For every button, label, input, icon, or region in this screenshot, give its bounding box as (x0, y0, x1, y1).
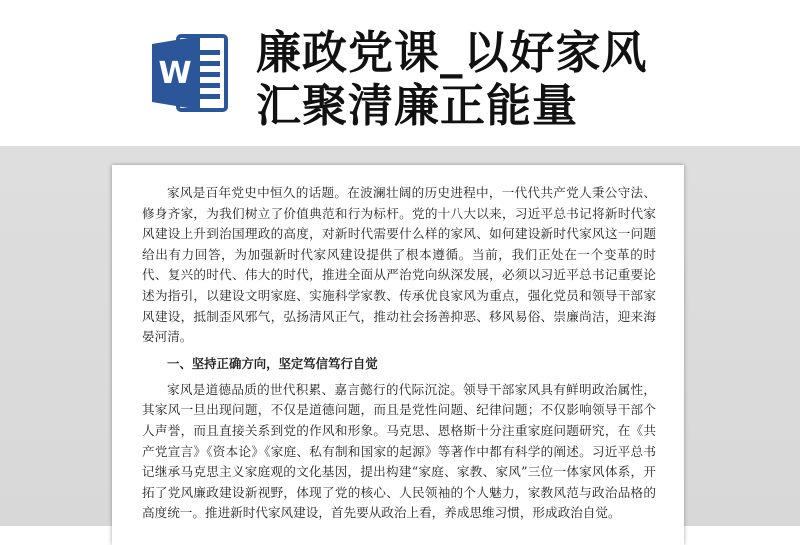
section-heading-1: 一、坚持正确方向，坚定笃信笃行自觉 (167, 355, 378, 371)
document-page (112, 165, 684, 545)
title-line-1: 廉政党课_以好家风 (256, 26, 648, 79)
word-icon-letter: W (158, 56, 192, 91)
paragraph-1: 家风是百年党史中恒久的话题。在波澜壮阔的历史进程中，一代代共产党人秉公守法、修身齐家，为我们树立了价值典范和行为标杆。党的十八大以来，习近平总书记将新时代家风建设上升到治国理政的高度，对新时代需要什么样的家风、如何建设新时代家风这一问题给出有力回答，为加强新时代家风建设提供了根本遵循。当前，我们正处在一个变革的时代、复兴的时代、伟大的时代，推进全面从严治党向纵深发展，必须以习近平总书记重要论述为指引，以建设文明家庭、实施科学家教、传承优良家风为重点，强化党员和领导干部家风建设，抵制歪风邪气，弘扬清风正气，推动社会扬善抑恶、移风易俗、崇廉尚洁，迎来海晏河清。 (142, 185, 656, 345)
document-body (142, 183, 656, 524)
paragraph-2: 家风是道德品质的世代积累、嘉言懿行的代际沉淀。领导干部家风具有鲜明政治属性，其家风一旦出现问题，不仅是道德问题，而且是党性问题、纪律问题；不仅影响领导干部个人声誉，而且直接关系到党的作风和形象。马克思、恩格斯十分注重家庭问题研究，在《共产党宣言》《资本论》《家庭、私有制和国家的起源》等著作中都有科学的阐述。习近平总书记继承马克思主义家庭观的文化基因，提出构建“家庭、家教、家风”三位一体家风体系，开拓了党风廉政建设新视野，体现了党的核心、人民领袖的个人魅力，家教风范与政治品格的高度统一。推进新时代家风建设，首先要从政治上看，养成思维习惯，形成政治自觉。 (142, 381, 656, 521)
page-title (256, 26, 776, 132)
header (0, 0, 800, 150)
word-icon (150, 30, 230, 114)
title-line-2: 汇聚清廉正能量 (256, 79, 579, 132)
